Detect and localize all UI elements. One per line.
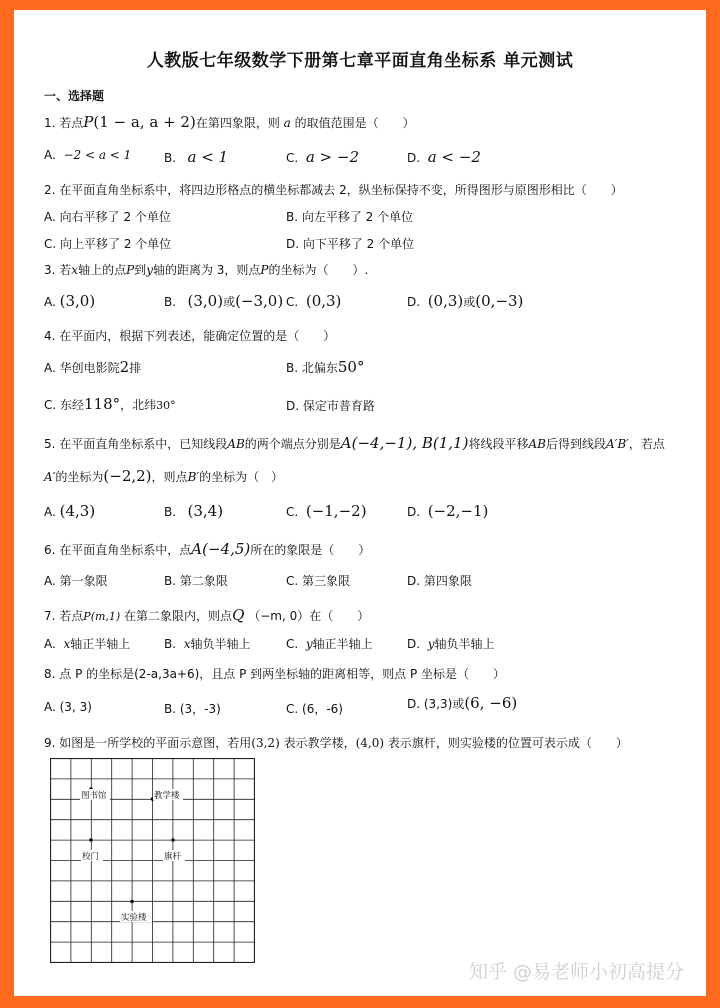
q7-option-a[interactable]: A. x轴正半轴上: [44, 637, 131, 651]
question-2: 2. 在平面直角坐标系中，将四边形格点的横坐标都减去 2，纵坐标保持不变，所得图形与原图形相比（ ）: [44, 183, 623, 197]
q8-option-a[interactable]: A. (3, 3): [44, 700, 92, 714]
q1-option-d[interactable]: D. a < −2: [407, 148, 481, 166]
q2-option-c[interactable]: C. 向上平移了 2 个单位: [44, 237, 172, 251]
q4-option-d[interactable]: D. 保定市普育路: [286, 399, 375, 413]
q7-option-c[interactable]: C. y轴正半轴上: [286, 637, 373, 651]
q8-option-c[interactable]: C. (6，-6): [286, 702, 343, 716]
flag-point: [171, 838, 175, 842]
q1-option-b[interactable]: B. a < 1: [164, 148, 229, 166]
q1-option-c[interactable]: C. a > −2: [286, 148, 360, 166]
library-label: 图书馆: [81, 791, 107, 801]
q2-option-a[interactable]: A. 向右平移了 2 个单位: [44, 210, 171, 224]
q3-option-c[interactable]: C. (0,3): [286, 292, 342, 310]
q6-option-d[interactable]: D. 第四象限: [407, 574, 472, 588]
q7-option-d[interactable]: D. y轴负半轴上: [407, 637, 495, 651]
question-4: 4. 在平面内，根据下列表述，能确定位置的是（ ）: [44, 329, 336, 343]
q6-option-b[interactable]: B. 第二象限: [164, 574, 228, 588]
section-heading: 一、选择题: [44, 89, 105, 103]
watermark: 知乎 @易老师小初高提分: [468, 961, 684, 983]
teaching-label: 教学楼: [154, 791, 180, 801]
school-map-grid: [50, 758, 255, 963]
lab-label: 实验楼: [121, 913, 147, 923]
q3-option-d[interactable]: D. (0,3)或(0,−3): [407, 292, 524, 310]
q3-option-a[interactable]: A. (3,0): [44, 292, 96, 310]
question-5-line-1: 5. 在平面直角坐标系中，已知线段AB的两个端点分别是A(−4,−1), B(1,1)将线段平移AB后得到线段A′B′，若点: [44, 434, 665, 452]
q5-option-d[interactable]: D. (−2,−1): [407, 502, 489, 520]
gate-label: 校门: [82, 852, 100, 862]
q2-option-b[interactable]: B. 向左平移了 2 个单位: [286, 210, 414, 224]
flag-label: 旗杆: [164, 852, 182, 862]
lab-point: [130, 900, 134, 904]
question-5-line-2: A′的坐标为(−2,2)，则点B′的坐标为（ ）: [44, 467, 284, 485]
question-8: 8. 点 P 的坐标是(2-a,3a+6)，且点 P 到两坐标轴的距离相等，则点 P 坐标是（ ）: [44, 667, 506, 681]
q4-option-c[interactable]: C. 东经118°，北纬30°: [44, 395, 176, 413]
q7-option-b[interactable]: B. x轴负半轴上: [164, 637, 251, 651]
question-6: 6. 在平面直角坐标系中，点A(−4,5)所在的象限是（ ）: [44, 540, 371, 558]
q8-option-d[interactable]: D. (3,3)或(6, −6): [407, 694, 518, 712]
question-7: 7. 若点P(m,1) 在第二象限内，则点Q （−m, 0）在（ ）: [44, 606, 370, 624]
question-9: 9. 如图是一所学校的平面示意图，若用(3,2) 表示教学楼，(4,0) 表示旗杆，则实验楼的位置可表示成（ ）: [44, 736, 628, 750]
q5-option-b[interactable]: B. (3,4): [164, 502, 224, 520]
page-title: 人教版七年级数学下册第七章平面直角坐标系 单元测试: [146, 51, 574, 71]
q6-option-a[interactable]: A. 第一象限: [44, 574, 108, 588]
q3-option-b[interactable]: B. (3,0)或(−3,0): [164, 292, 284, 310]
q4-option-a[interactable]: A. 华创电影院2排: [44, 358, 142, 376]
question-3: 3. 若x轴上的点P到y轴的距离为 3，则点P的坐标为（ ）.: [44, 263, 369, 277]
q6-option-c[interactable]: C. 第三象限: [286, 574, 351, 588]
gate-point: [89, 838, 93, 842]
q5-option-c[interactable]: C. (−1,−2): [286, 502, 367, 520]
q5-option-a[interactable]: A. (4,3): [44, 502, 96, 520]
q2-option-d[interactable]: D. 向下平移了 2 个单位: [286, 237, 415, 251]
question-1: 1. 若点P(1 − a, a + 2)在第四象限，则 a 的取值范围是（ ）: [44, 113, 415, 131]
q1-option-a[interactable]: A. −2 < a < 1: [44, 148, 132, 162]
q8-option-b[interactable]: B. (3，-3): [164, 702, 221, 716]
worksheet-page: [14, 10, 706, 996]
q4-option-b[interactable]: B. 北偏东50°: [286, 358, 365, 376]
